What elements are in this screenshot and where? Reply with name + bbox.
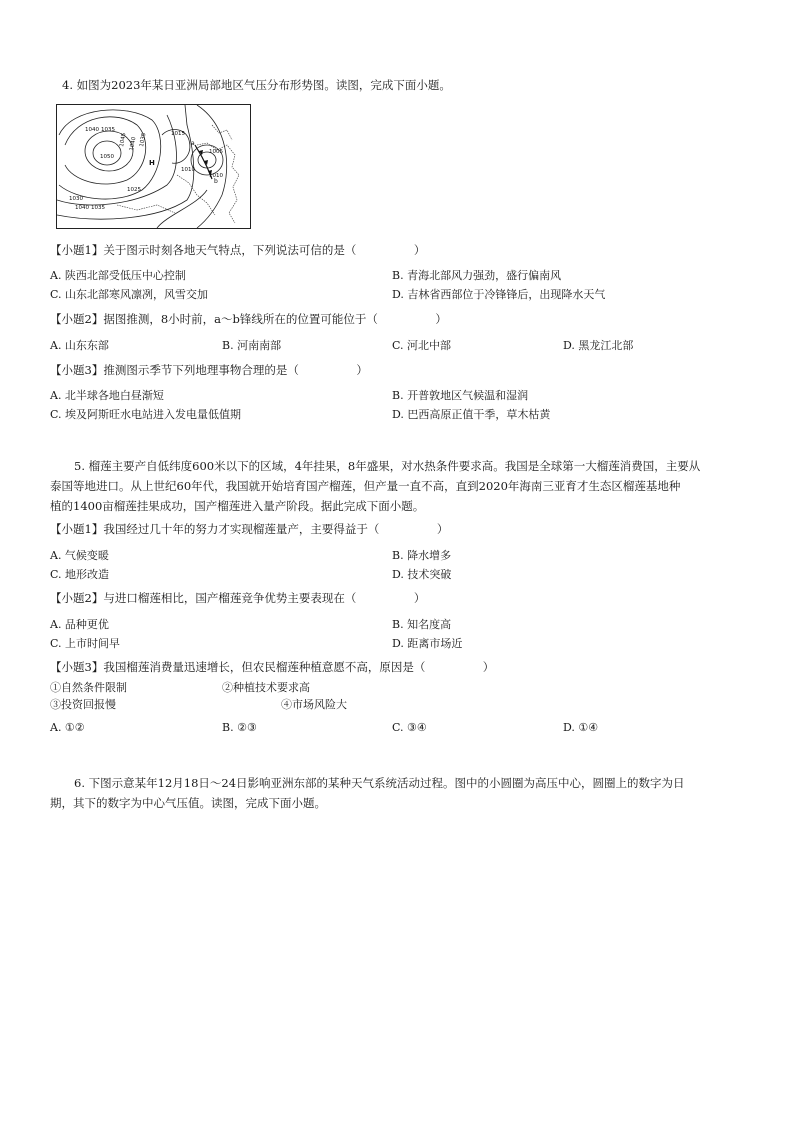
q4-sub1-option-d[interactable]: D. 吉林省西部位于冷锋锋后，出现降水天气 — [392, 288, 606, 301]
q4-sub3: 【小题3】推测图示季节下列地理事物合理的是（ ） — [50, 363, 368, 377]
isobar-label: 1035 — [91, 205, 105, 211]
q5-stem-line1: 5. 榴莲主要产自低纬度600米以下的区域，4年挂果，8年盛果，对水热条件要求高。我国是全球第一大榴莲消费国，主要从 — [74, 459, 701, 473]
isobar-label: 1005 — [209, 149, 223, 155]
q4-sub3-option-c[interactable]: C. 埃及阿斯旺水电站进入发电量低值期 — [50, 408, 242, 421]
q5-sub1-option-c[interactable]: C. 地形改造 — [50, 568, 110, 581]
q5-sub3-option-b[interactable]: B. ②③ — [222, 721, 257, 734]
q6-stem-line2: 期，其下的数字为中心气压值。读图，完成下面小题。 — [50, 796, 326, 810]
q5-sub3-item-4: ④市场风险大 — [281, 698, 347, 711]
isobar-label: 1015 — [171, 131, 185, 137]
q4-sub2-option-b[interactable]: B. 河南南部 — [222, 339, 282, 352]
isobar-label: 1010 — [181, 167, 195, 173]
q5-sub1-option-b[interactable]: B. 降水增多 — [392, 549, 452, 562]
isobar-label: 1035 — [139, 132, 148, 148]
high-pressure-label: H — [149, 159, 155, 167]
q4-sub1-option-c[interactable]: C. 山东北部寒风凛冽，风雪交加 — [50, 288, 209, 301]
q5-sub2-option-a[interactable]: A. 品种更优 — [50, 618, 109, 631]
q4-sub3-option-a[interactable]: A. 北半球各地白昼渐短 — [50, 389, 164, 402]
q5-sub1: 【小题1】我国经过几十年的努力才实现榴莲量产，主要得益于（ ） — [50, 522, 449, 536]
q4-sub2-option-d[interactable]: D. 黑龙江北部 — [563, 339, 634, 352]
q5-sub3-option-c[interactable]: C. ③④ — [392, 721, 427, 734]
isobar-map-figure — [57, 105, 250, 228]
q5-sub2-option-b[interactable]: B. 知名度高 — [392, 618, 452, 631]
q4-sub3-option-b[interactable]: B. 开普敦地区气候温和湿润 — [392, 389, 529, 402]
front-label-a: a — [191, 140, 195, 147]
q5-sub3-option-a[interactable]: A. ①② — [50, 721, 85, 734]
q5-sub3: 【小题3】我国榴莲消费量迅速增长，但农民榴莲种植意愿不高，原因是（ ） — [50, 660, 495, 674]
isobar-label: 1025 — [127, 187, 141, 193]
q4-sub1-option-b[interactable]: B. 青海北部风力强劲，盛行偏南风 — [392, 269, 562, 282]
q5-sub3-option-d[interactable]: D. ①④ — [563, 721, 599, 734]
q5-stem-line2: 泰国等地进口。从上世纪60年代，我国就开始培育国产榴莲，但产量一直不高，直到2020年海南三亚育才生态区榴莲基地种 — [50, 479, 681, 493]
isobar-label: 1040 — [85, 127, 99, 133]
isobar-label: 1040 — [129, 136, 138, 152]
front-label-b: b — [214, 178, 218, 185]
q5-sub1-option-a[interactable]: A. 气候变暖 — [50, 549, 109, 562]
q4-sub3-option-d[interactable]: D. 巴西高原正值干季，草木枯黄 — [392, 408, 551, 421]
isobar-label: 1045 — [119, 132, 128, 148]
q5-stem-line3: 植的1400亩榴莲挂果成功，国产榴莲进入量产阶段。据此完成下面小题。 — [50, 499, 425, 513]
isobar-label: 1050 — [100, 154, 114, 160]
isobar-label: 1030 — [69, 196, 83, 202]
q5-sub3-item-1: ①自然条件限制 — [50, 681, 127, 694]
q6-stem-line1: 6. 下图示意某年12月18日～24日影响亚洲东部的某种天气系统活动过程。图中的小圆圈为高压中心，圆圈上的数字为日 — [74, 776, 685, 790]
isobar-label: 1040 — [75, 205, 89, 211]
q4-sub2-option-a[interactable]: A. 山东东部 — [50, 339, 109, 352]
q5-sub2-option-d[interactable]: D. 距离市场近 — [392, 637, 463, 650]
q4-sub2-option-c[interactable]: C. 河北中部 — [392, 339, 452, 352]
q4-sub1: 【小题1】关于图示时刻各地天气特点，下列说法可信的是（ ） — [50, 243, 426, 257]
q4-sub2: 【小题2】据图推测，8小时前，a～b锋线所在的位置可能位于（ ） — [50, 312, 447, 326]
q4-stem: 4. 如图为2023年某日亚洲局部地区气压分布形势图。读图，完成下面小题。 — [62, 78, 451, 92]
q4-sub1-option-a[interactable]: A. 陕西北部受低压中心控制 — [50, 269, 186, 282]
q5-sub2: 【小题2】与进口榴莲相比，国产榴莲竞争优势主要表现在（ ） — [50, 591, 426, 605]
isobar-label: 1035 — [101, 127, 115, 133]
q5-sub1-option-d[interactable]: D. 技术突破 — [392, 568, 452, 581]
isobar-label: 1010 — [209, 173, 223, 179]
q5-sub3-item-3: ③投资回报慢 — [50, 698, 116, 711]
q5-sub2-option-c[interactable]: C. 上市时间早 — [50, 637, 121, 650]
pressure-map — [56, 104, 251, 229]
q5-sub3-item-2: ②种植技术要求高 — [222, 681, 310, 694]
